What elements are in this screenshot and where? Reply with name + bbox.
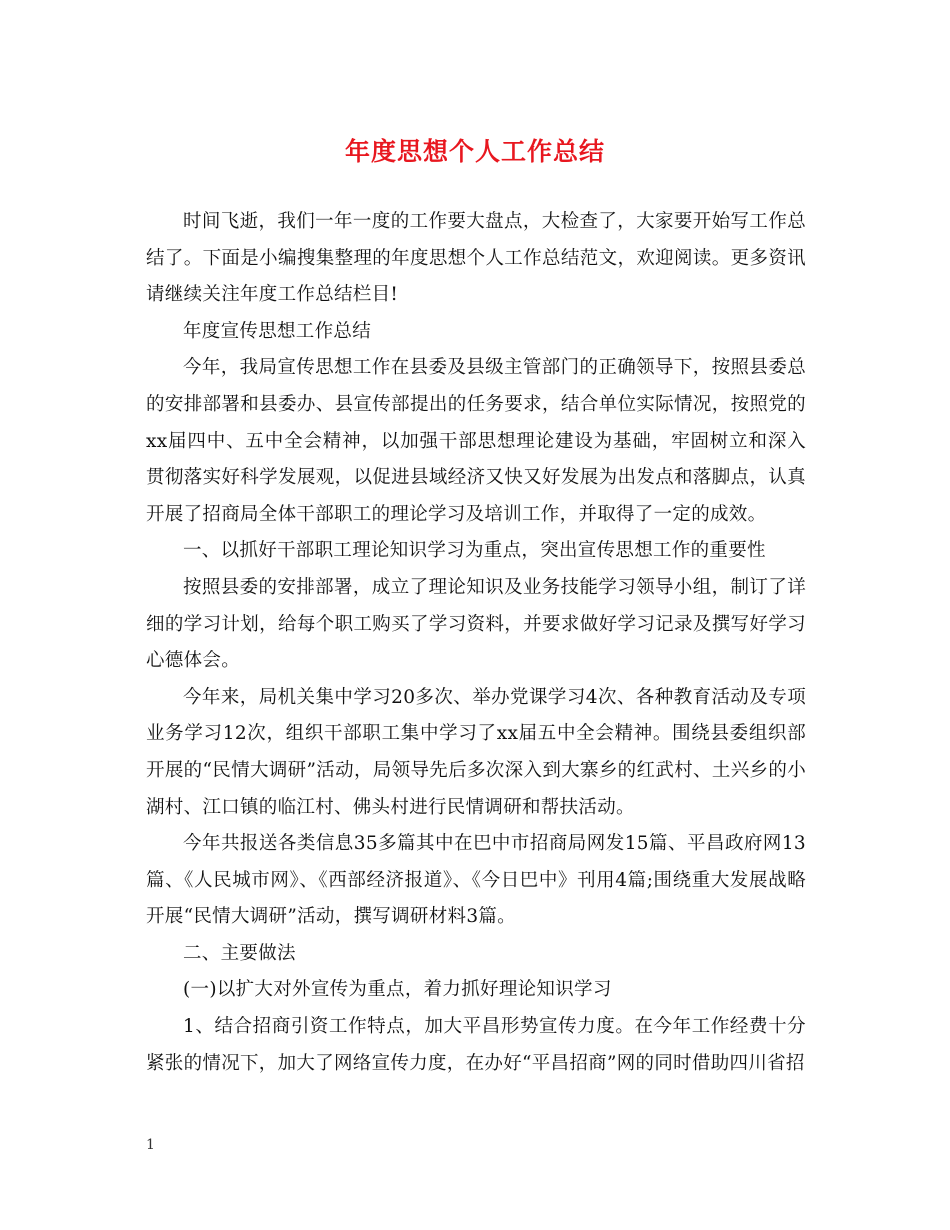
- intro-paragraph: 时间飞逝，我们一年一度的工作要大盘点，大检查了，大家要开始写工作总结了。下面是小编搜集整理的年度思想个人工作总结范文，欢迎阅读。更多资讯请继续关注年度工作总结栏目!: [146, 211, 806, 306]
- section-heading: 二、主要做法: [183, 942, 296, 964]
- document-body: [146, 204, 806, 1082]
- section-heading: 一、以抓好干部职工理论知识学习为重点，突出宣传思想工作的重要性: [183, 540, 766, 562]
- page-number: 1: [146, 1137, 155, 1153]
- document-title: 年度思想个人工作总结: [344, 137, 605, 166]
- subsection-heading: (一)以扩大对外宣传为重点，着力抓好理论知识学习: [183, 979, 612, 1001]
- body-paragraph: 按照县委的安排部署，成立了理论知识及业务技能学习领导小组，制订了详细的学习计划，给每个职工购买了学习资料，并要求做好学习记录及撰写好学习心德体会。: [146, 576, 806, 672]
- body-paragraph: 今年来，局机关集中学习20多次、举办党课学习4次、各种教育活动及专项业务学习12次，组织干部职工集中学习了xx届五中全会精神。围绕县委组织部开展的“民情大调研”活动，局领导先后多次深入到大寨乡的红武村、土兴乡的小湖村、江口镇的临江村、佛头村进行民情调研和帮扶活动。: [146, 686, 806, 818]
- section-heading: 年度宣传思想工作总结: [183, 320, 372, 342]
- body-paragraph: 1、结合招商引资工作特点，加大平昌形势宣传力度。在今年工作经费十分紧张的情况下，加大了网络宣传力度，在办好“平昌招商”网的同时借助四川省招: [146, 1016, 806, 1074]
- body-paragraph: 今年共报送各类信息35多篇其中在巴中市招商局网发15篇、平昌政府网13篇、《人民城市网》、《西部经济报道》、《今日巴中》刊用4篇;围绕重大发展战略开展“民情大调研”活动，撰写调研材料3篇。: [146, 833, 806, 928]
- body-paragraph: 今年，我局宣传思想工作在县委及县级主管部门的正确领导下，按照县委总的安排部署和县委办、县宣传部提出的任务要求，结合单位实际情况，按照党的xx届四中、五中全会精神，以加强干部思想理论建设为基础，牢固树立和深入贯彻落实好科学发展观，以促进县域经济又快又好发展为出发点和落脚点，认真开展了招商局全体干部职工的理论学习及培训工作，并取得了一定的成效。: [146, 357, 806, 525]
